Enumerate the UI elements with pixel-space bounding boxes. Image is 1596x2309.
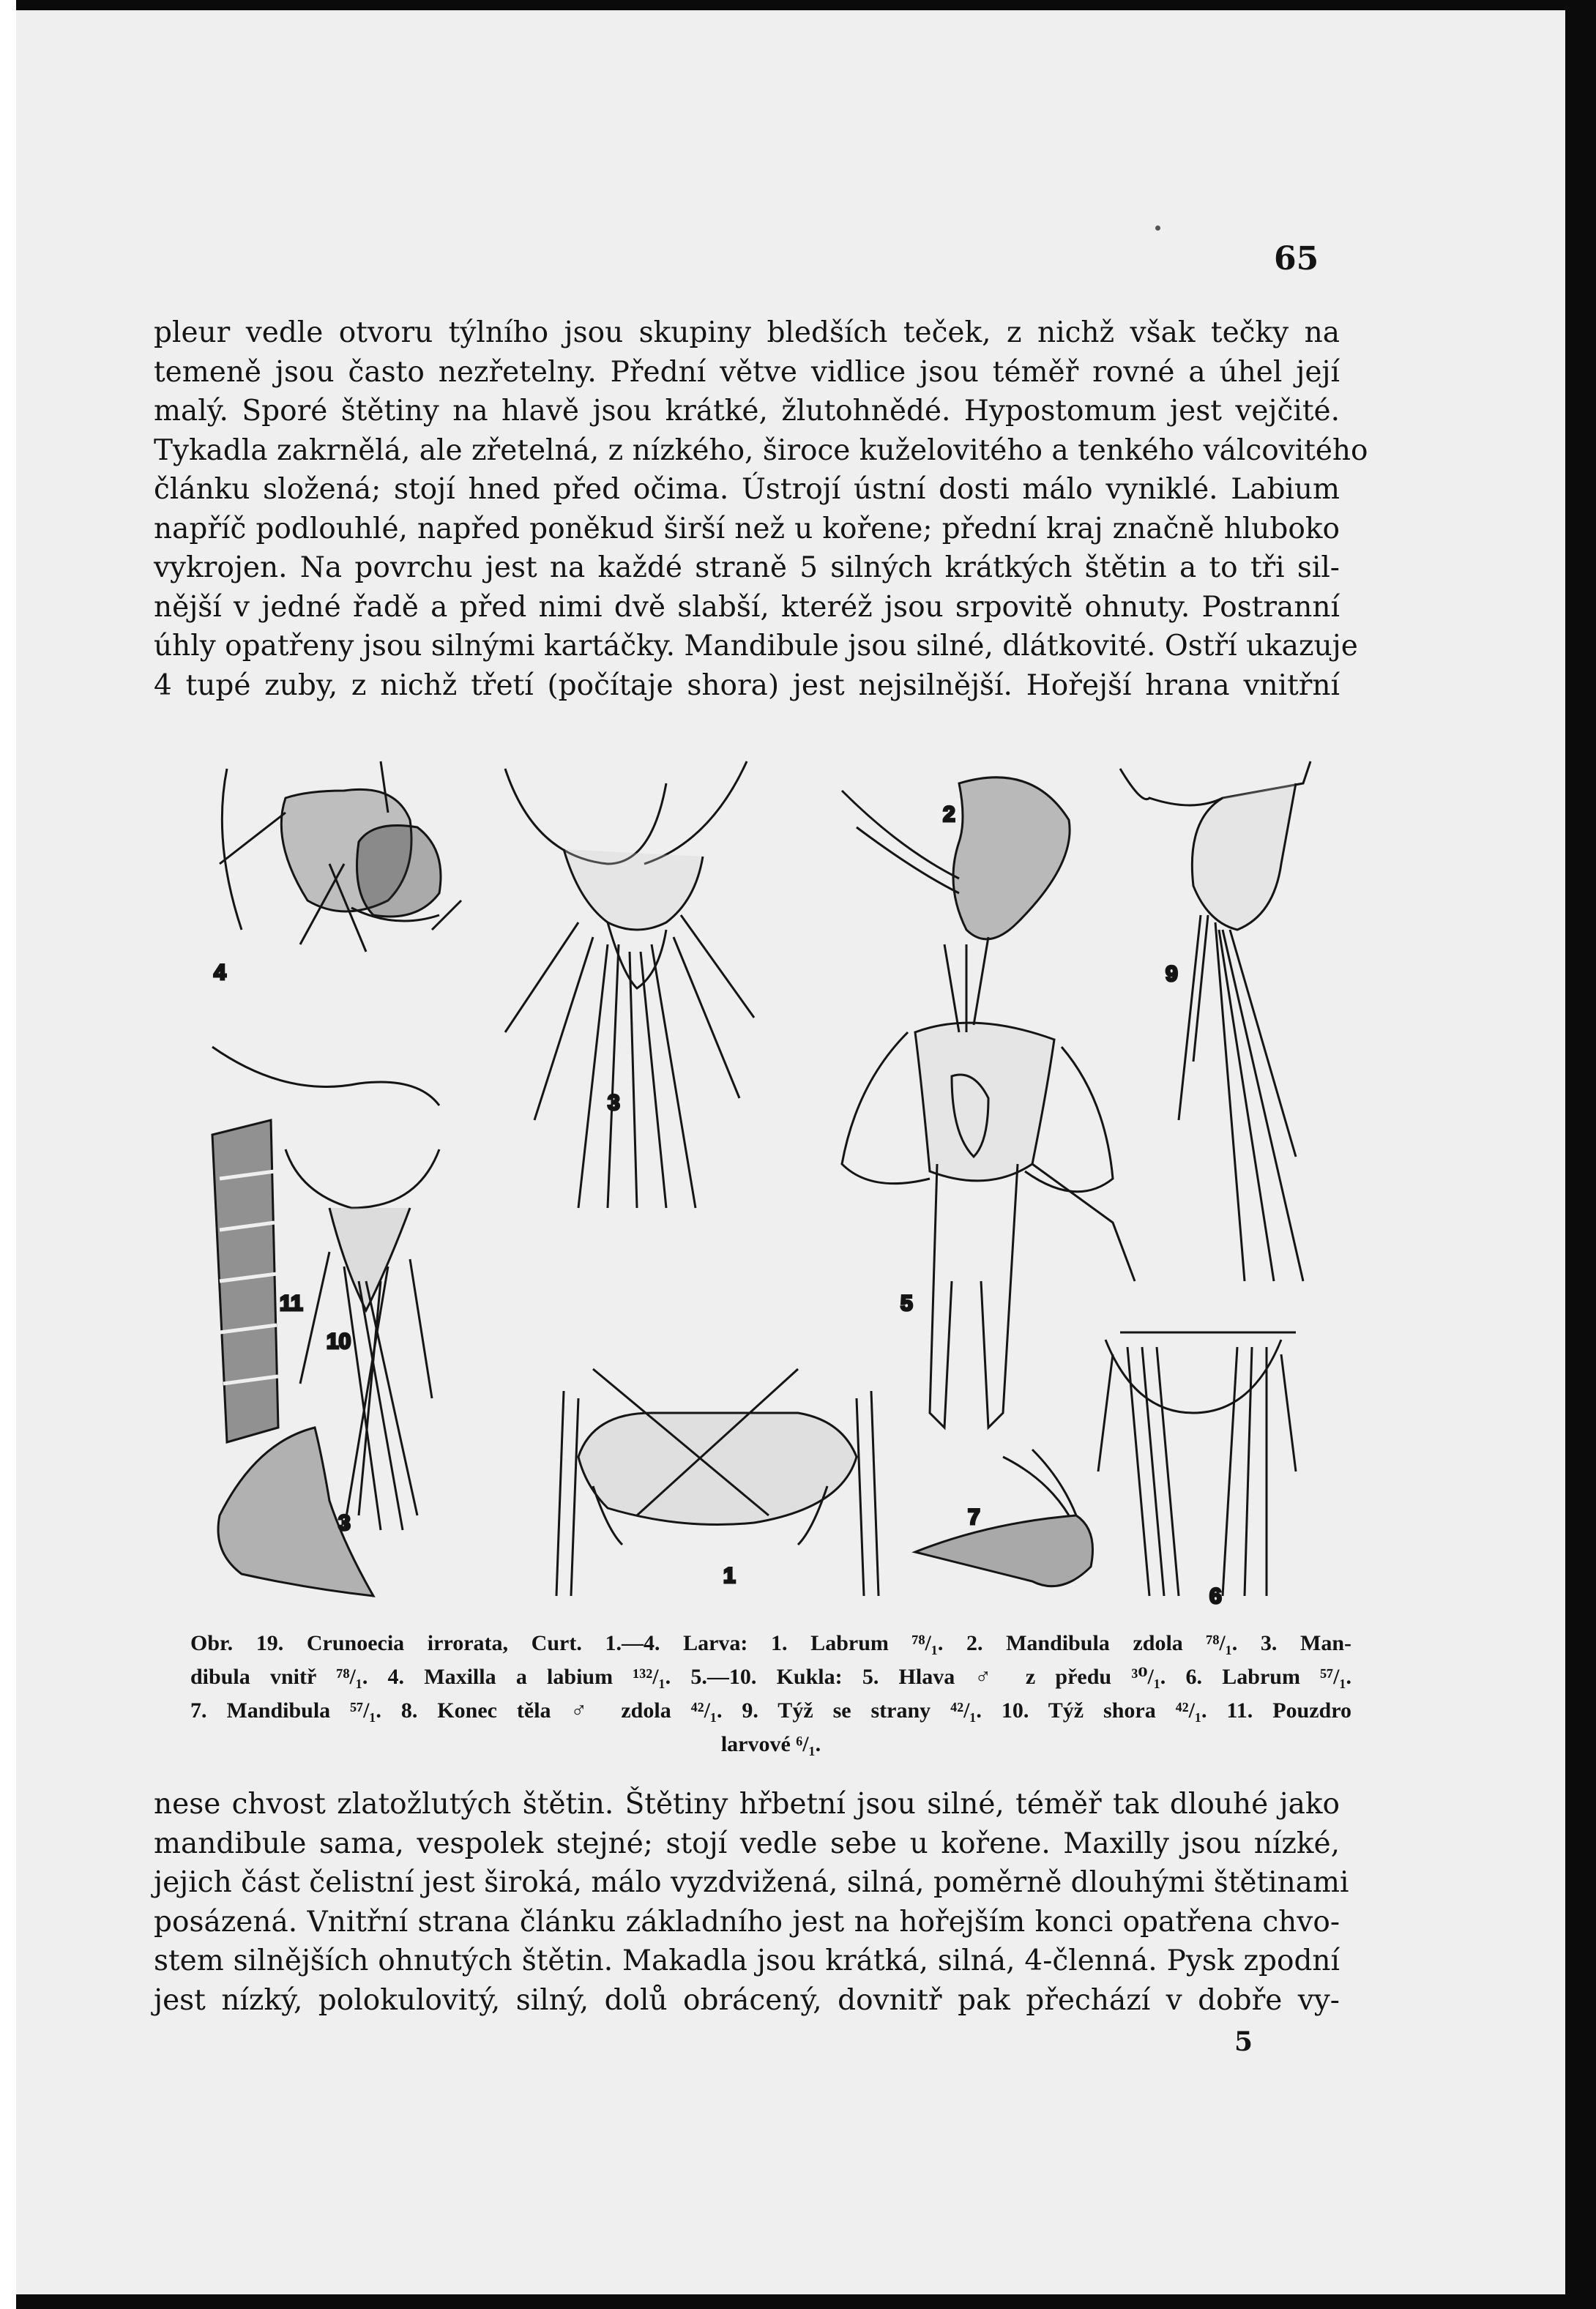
caption-line: larvové ⁶/₁.	[720, 1732, 821, 1756]
fig-2-mandible-drawing	[842, 777, 1070, 939]
figure-label: 7	[968, 1505, 980, 1529]
text-line: temeně jsou často nezřetelny. Přední větve vidlice jsou téměř rovné a úhel její	[154, 355, 1340, 389]
fig-11-larval-case-drawing	[212, 1120, 278, 1442]
bottom-paragraph	[154, 1785, 1349, 2020]
text-line: pleur vedle otvoru týlního jsou skupiny bledších teček, z nichž však tečky na	[154, 316, 1340, 349]
caption-line: dibula vnitř ⁷⁸/₁. 4. Maxilla a labium ¹³²/₁. 5.—10. Kukla: 5. Hlava ♂ z předu ³⁰/₁. 6. Labrum ⁵⁷/₁.	[190, 1665, 1351, 1689]
text-line: nější v jedné řadě a před nimi dvě slabší, kteréž jsou srpovitě ohnuty. Postranní	[154, 590, 1340, 624]
text-line: stem silnějších ohnutých štětin. Makadla jsou krátká, silná, 4-členná. Pysk zpodní	[154, 1944, 1340, 1977]
scan-left-edge	[0, 0, 16, 2309]
fig-6-pupal-labrum-drawing	[1098, 1332, 1296, 1596]
figure-caption	[190, 1627, 1351, 1761]
figure-label: 3	[338, 1511, 351, 1535]
text-line: úhly opatřeny jsou silnými kartáčky. Mandibule jsou silné, dlátkovité. Ostří ukazuje	[154, 630, 1358, 663]
figure-label: 5	[900, 1291, 913, 1316]
figure-label: 9	[1166, 962, 1178, 986]
fig-8-end-of-body-drawing	[505, 761, 754, 1208]
figure-label: 1	[723, 1564, 736, 1588]
fig-9-side-view-drawing	[1120, 761, 1310, 1281]
figure-label: 2	[943, 802, 955, 827]
text-line: vykrojen. Na povrchu jest na každé straně 5 silných krátkých štětin a to tři sil-	[154, 551, 1340, 584]
figure-label: 4	[214, 960, 226, 985]
print-speck	[1155, 225, 1160, 231]
text-line: mandibule sama, vespolek stejné; stojí vedle sebe u kořene. Maxilly jsou nízké,	[154, 1827, 1340, 1860]
text-line: nese chvost zlatožlutých štětin. Štětiny hřbetní jsou silné, téměř tak dlouhé jako	[154, 1788, 1340, 1821]
page-number: 65	[1274, 240, 1319, 277]
printer-signature: 5	[1234, 2026, 1253, 2057]
text-line: malý. Sporé štětiny na hlavě jsou krátké, žlutohnědé. Hypostomum jest vejčité.	[154, 395, 1340, 428]
text-line: jejich část čelistní jest široká, málo vyzdvižená, silná, poměrně dlouhými štětinami	[154, 1866, 1349, 1899]
text-line: napříč podlouhlé, napřed poněkud širší než u kořene; přední kraj značně hluboko	[154, 512, 1340, 545]
caption-line: Obr. 19. Crunoecia irrorata, Curt. 1.—4. Larva: 1. Labrum ⁷⁸/₁. 2. Mandibula zdola ⁷⁸/₁. 3. Man-	[190, 1631, 1351, 1655]
figure-label: 10	[327, 1329, 351, 1354]
text-line: 4 tupé zuby, z nichž třetí (počítaje shora) jest nejsilnější. Hořejší hrana vnitřní	[154, 668, 1340, 702]
text-line: Tykadla zakrnělá, ale zřetelná, z nízkého, široce kuželovitého a tenkého válcovitého	[154, 433, 1368, 467]
fig-4-maxilla-labium-drawing	[220, 761, 461, 952]
figure-19-illustrations	[198, 754, 1384, 1618]
figure-label: 11	[280, 1291, 303, 1316]
fig-7-pupal-mandible-drawing	[915, 1450, 1093, 1586]
figure-label: 6	[1209, 1584, 1222, 1608]
text-line: jest nízký, polokulovitý, silný, dolů obrácený, dovnitř pak přechází v dobře vy-	[154, 1983, 1340, 2017]
figure-label: 3	[608, 1091, 620, 1115]
fig-5-head-drawing	[842, 937, 1135, 1428]
top-paragraph	[154, 313, 1368, 705]
fig-1-labrum-drawing	[556, 1369, 879, 1596]
caption-line: 7. Mandibula ⁵⁷/₁. 8. Konec těla ♂ zdola ⁴²/₁. 9. Týž se strany ⁴²/₁. 10. Týž shora ⁴²/₁. 11. Pouzdro	[190, 1698, 1351, 1723]
text-line: posázená. Vnitřní strana článku základního jest na hořejším konci opatřena chvo-	[154, 1905, 1340, 1939]
text-line: článku složená; stojí hned před očima. Ústrojí ústní dosti málo vyniklé. Labium	[154, 473, 1340, 506]
